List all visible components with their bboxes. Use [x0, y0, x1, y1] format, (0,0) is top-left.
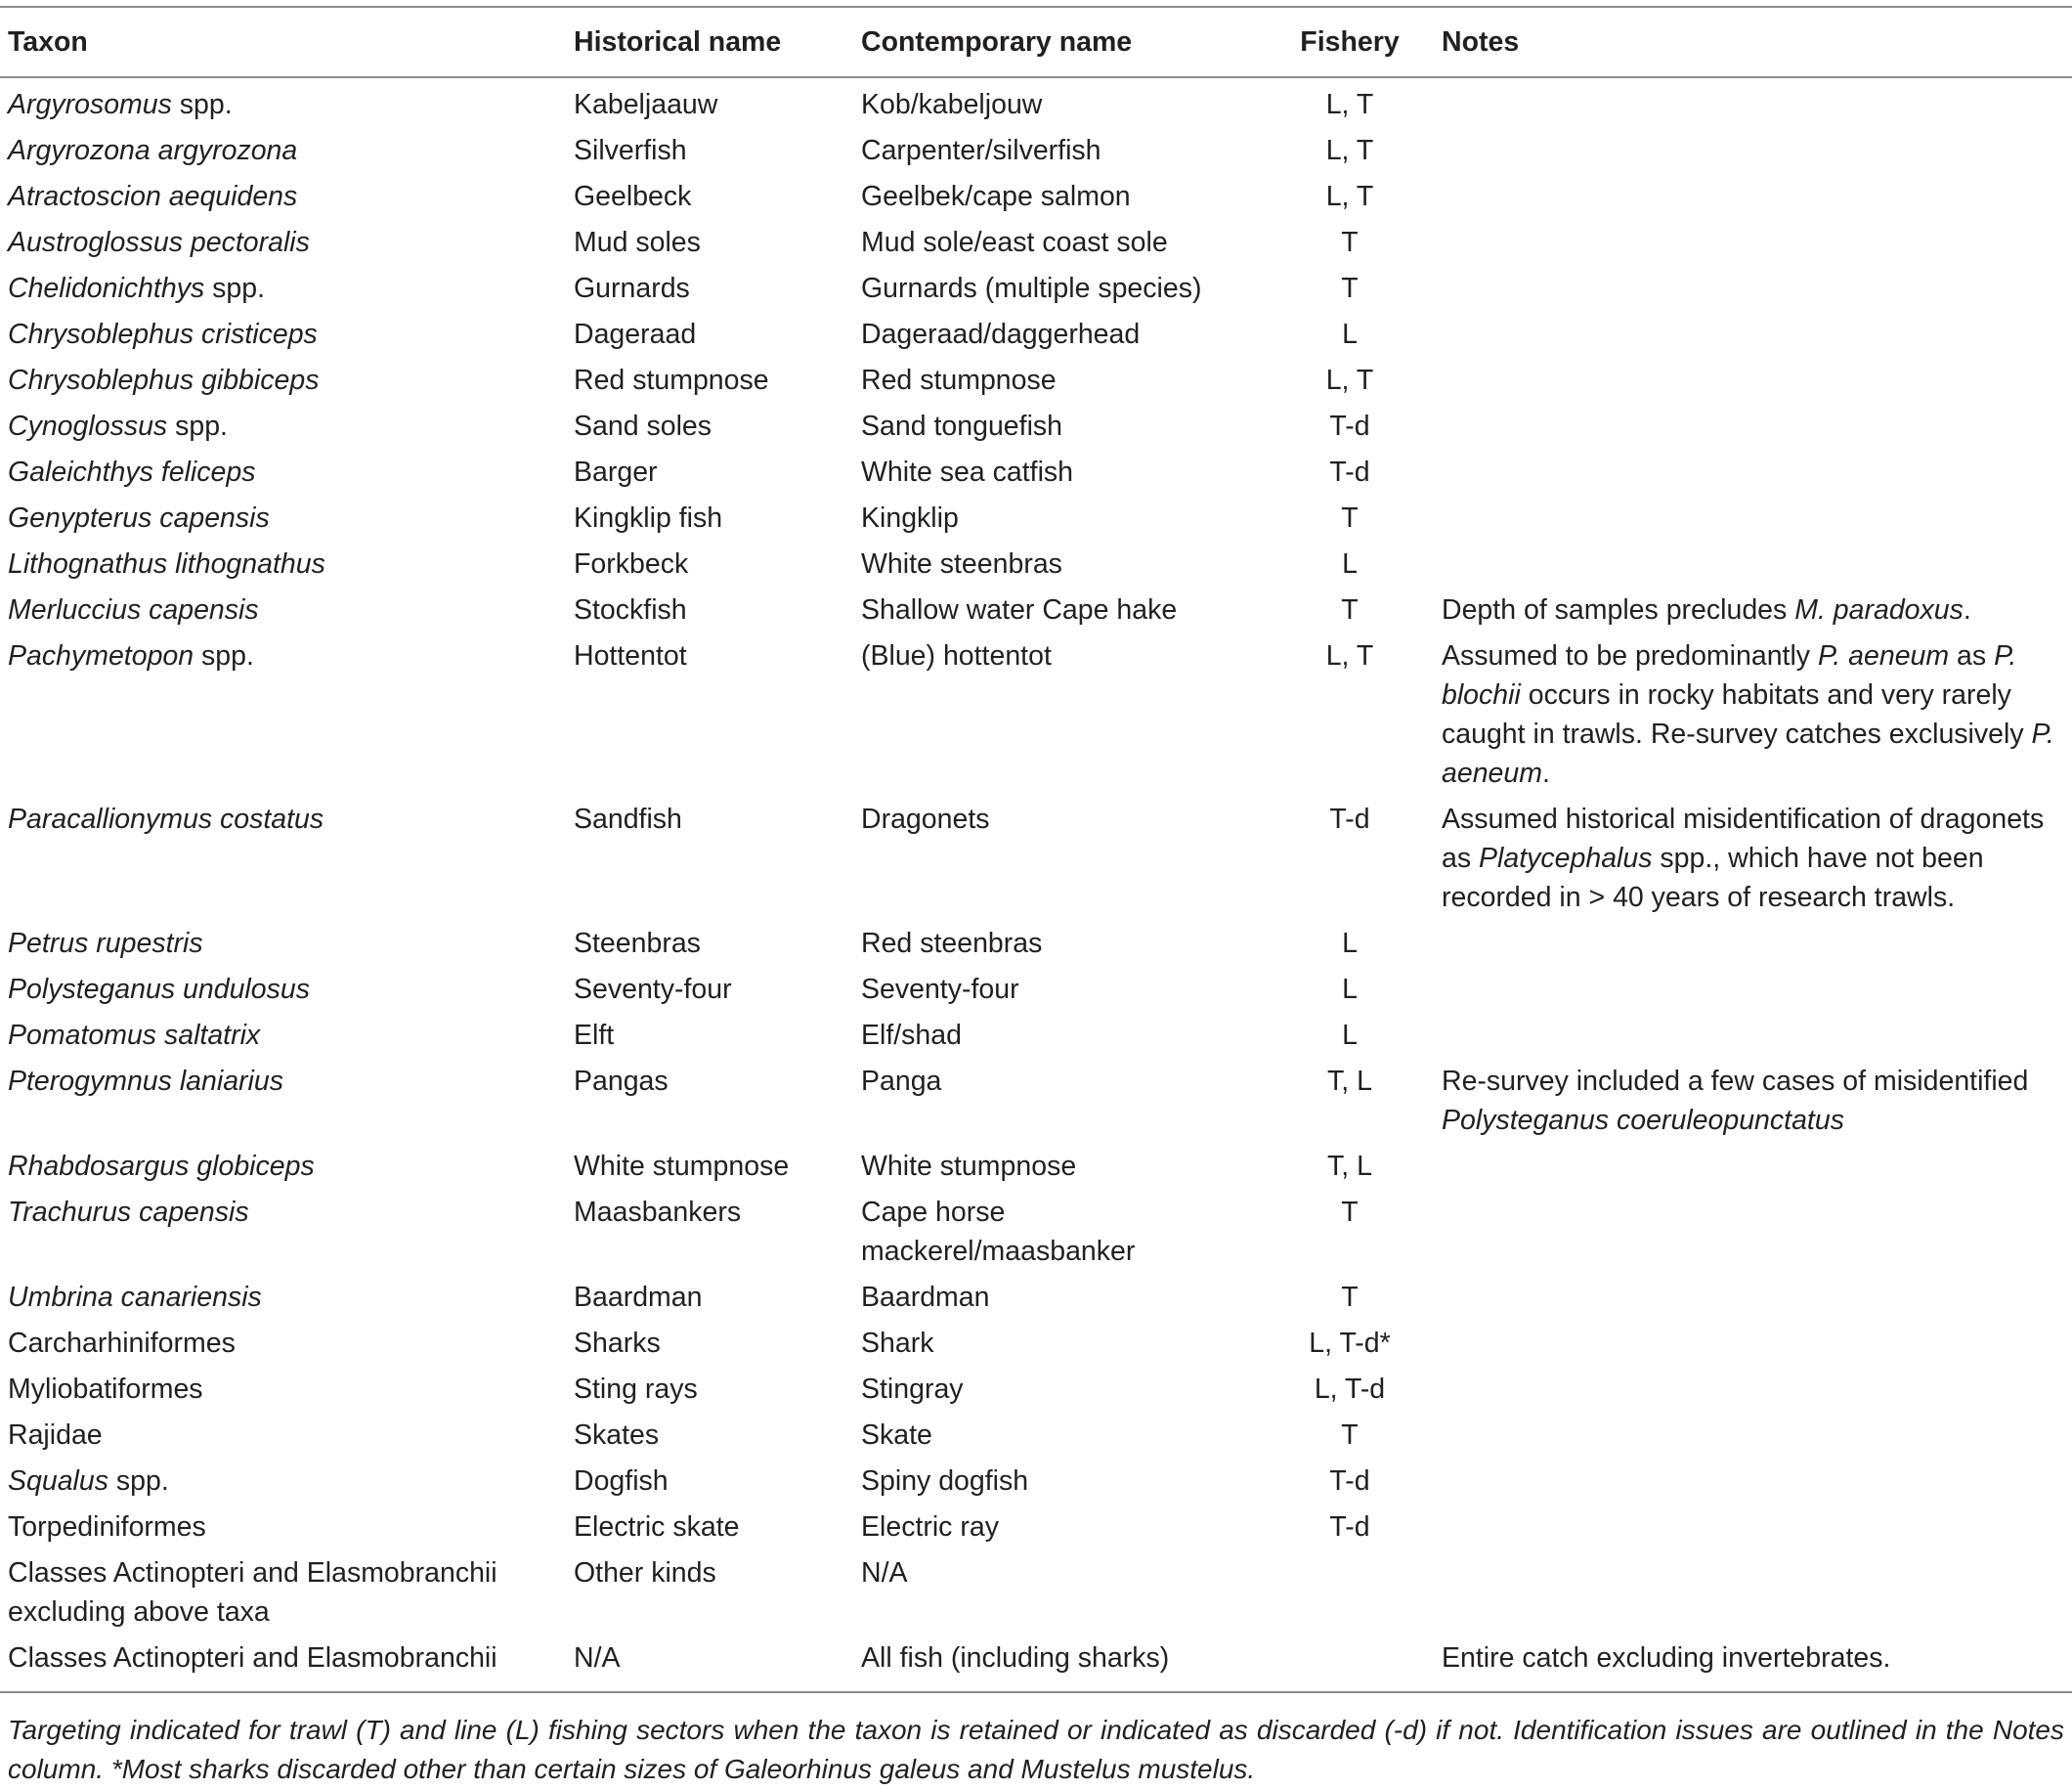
cell-historical-name: Sand soles: [574, 411, 712, 442]
italic-text: Austroglossus pectoralis: [8, 227, 310, 258]
cell-historical-name: Skates: [574, 1419, 660, 1451]
cell-taxon: [0, 223, 566, 269]
table-row: [0, 1416, 2072, 1462]
cell-historical-name: Seventy-four: [574, 974, 732, 1005]
cell-taxon: [0, 407, 566, 453]
cell-fishery: T: [1341, 1197, 1359, 1228]
italic-text: Lithognathus lithognathus: [8, 548, 325, 580]
cell-notes: [1434, 407, 2072, 453]
italic-text: Polysteganus undulosus: [8, 974, 310, 1005]
cell-notes: [1434, 499, 2072, 545]
text: occurs in rocky habitats and very rarely caught in trawls. Re-survey catches exclusively: [1442, 679, 2032, 750]
italic-text: Argyrosomus: [8, 89, 172, 120]
cell-notes: [1434, 1324, 2072, 1370]
cell-contemporary-name: White sea catfish: [861, 457, 1074, 488]
cell-taxon: [0, 177, 566, 223]
text: spp.: [108, 1465, 169, 1497]
cell-taxon: [0, 800, 566, 924]
cell-notes: [1434, 1416, 2072, 1462]
text: Entire catch excluding invertebrates.: [1442, 1642, 1891, 1674]
cell-historical-name: Sharks: [574, 1328, 661, 1359]
cell-contemporary-name: Skate: [861, 1419, 932, 1451]
cell-fishery: L, T-d: [1314, 1374, 1386, 1405]
header-fishery: Fishery: [1300, 26, 1400, 58]
cell-fishery: T: [1341, 1419, 1359, 1451]
cell-notes: [1434, 1062, 2072, 1147]
cell-fishery: L: [1342, 928, 1358, 959]
cell-fishery: T: [1341, 1282, 1359, 1313]
table-row: [0, 1507, 2072, 1553]
cell-taxon: [0, 499, 566, 545]
italic-text: Chrysoblephus cristiceps: [8, 319, 318, 350]
cell-notes: [1434, 545, 2072, 590]
text: spp.: [194, 640, 254, 672]
cell-contemporary-name: N/A: [861, 1557, 908, 1589]
header-contemporary-name: Contemporary name: [861, 26, 1133, 58]
italic-text: Chrysoblephus gibbiceps: [8, 365, 320, 396]
cell-historical-name: Pangas: [574, 1066, 669, 1097]
header-notes: Notes: [1442, 26, 1520, 58]
cell-fishery: L, T: [1325, 135, 1374, 166]
cell-notes: [1434, 1147, 2072, 1193]
cell-historical-name: Hottentot: [574, 640, 687, 672]
table-row: [0, 1278, 2072, 1324]
cell-notes: [1434, 1638, 2072, 1692]
cell-fishery: T: [1341, 594, 1359, 626]
cell-historical-name: Barger: [574, 457, 658, 488]
cell-contemporary-name: Geelbek/cape salmon: [861, 181, 1131, 212]
cell-notes: [1434, 1553, 2072, 1638]
cell-contemporary-name: Mud sole/east coast sole: [861, 227, 1168, 258]
cell-notes: [1434, 177, 2072, 223]
italic-text: Genypterus capensis: [8, 502, 270, 534]
italic-text: Rhabdosargus globiceps: [8, 1151, 315, 1182]
cell-fishery: T: [1341, 273, 1359, 304]
cell-notes: [1434, 315, 2072, 361]
cell-historical-name: Dogfish: [574, 1465, 669, 1497]
cell-taxon: [0, 1553, 566, 1638]
cell-fishery: T-d: [1329, 1511, 1370, 1543]
text: .: [1963, 594, 1971, 626]
cell-contemporary-name: Shallow water Cape hake: [861, 594, 1178, 626]
table-body: [0, 77, 2072, 1692]
cell-historical-name: Dageraad: [574, 319, 697, 350]
cell-notes: [1434, 131, 2072, 177]
cell-historical-name: Sandfish: [574, 804, 682, 835]
table-row: [0, 545, 2072, 590]
cell-taxon: [0, 1370, 566, 1416]
text: as: [1949, 640, 1995, 672]
italic-text: P. aeneum: [1442, 719, 2054, 789]
cell-notes: [1434, 970, 2072, 1016]
cell-contemporary-name: Cape horse mackerel/maasbanker: [861, 1197, 1136, 1267]
cell-taxon: [0, 453, 566, 499]
text: Rajidae: [8, 1419, 103, 1451]
italic-text: Pterogymnus laniarius: [8, 1066, 283, 1097]
cell-fishery: L: [1342, 974, 1358, 1005]
cell-taxon: [0, 1147, 566, 1193]
cell-historical-name: Steenbras: [574, 928, 701, 959]
cell-fishery: L, T: [1325, 365, 1374, 396]
cell-taxon: [0, 1016, 566, 1062]
cell-taxon: [0, 590, 566, 636]
cell-historical-name: Geelbeck: [574, 181, 692, 212]
cell-contemporary-name: Dageraad/daggerhead: [861, 319, 1141, 350]
header-historical-name: Historical name: [574, 26, 782, 58]
cell-fishery: L: [1342, 1020, 1358, 1051]
cell-contemporary-name: Sand tonguefish: [861, 411, 1062, 442]
cell-fishery: L, T: [1325, 181, 1374, 212]
text: spp., which have not been recorded in > 40 years of research trawls.: [1442, 843, 1984, 913]
table-row: [0, 177, 2072, 223]
table-row: [0, 1553, 2072, 1638]
cell-historical-name: Baardman: [574, 1282, 703, 1313]
cell-notes: [1434, 800, 2072, 924]
text: Depth of samples precludes: [1442, 594, 1795, 626]
italic-text: Platycephalus: [1479, 843, 1653, 874]
cell-fishery: T: [1341, 502, 1359, 534]
italic-text: Polysteganus coeruleopunctatus: [1442, 1105, 1844, 1136]
cell-fishery: T-d: [1329, 1465, 1370, 1497]
cell-notes: [1434, 924, 2072, 970]
cell-taxon: [0, 77, 566, 131]
text: Classes Actinopteri and Elasmobranchii: [8, 1642, 497, 1674]
table-row: [0, 1638, 2072, 1692]
text: Assumed to be predominantly: [1442, 640, 1818, 672]
text: Re-survey included a few cases of misidentified: [1442, 1066, 2029, 1097]
cell-fishery: L, T-d*: [1309, 1328, 1391, 1359]
table-row: [0, 361, 2072, 407]
cell-fishery: L, T: [1325, 89, 1374, 120]
text: spp.: [167, 411, 228, 442]
cell-contemporary-name: Panga: [861, 1066, 942, 1097]
cell-taxon: [0, 924, 566, 970]
table-row: [0, 1193, 2072, 1278]
table-row: [0, 77, 2072, 131]
cell-taxon: [0, 1462, 566, 1507]
cell-historical-name: Maasbankers: [574, 1197, 742, 1228]
table-row: [0, 1324, 2072, 1370]
table-row: [0, 1370, 2072, 1416]
text: Assumed historical misidentification of dragonets as: [1442, 804, 2045, 874]
text: Carcharhiniformes: [8, 1328, 236, 1359]
italic-text: Cynoglossus: [8, 411, 168, 442]
taxa-table: [0, 6, 2072, 1693]
text: spp.: [204, 273, 265, 304]
table-row: [0, 453, 2072, 499]
text: Classes Actinopteri and Elasmobranchii excluding above taxa: [8, 1557, 497, 1628]
cell-fishery: T, L: [1327, 1066, 1372, 1097]
table-row: [0, 407, 2072, 453]
cell-fishery: T-d: [1329, 457, 1370, 488]
text: Torpediniformes: [8, 1511, 206, 1543]
cell-taxon: [0, 131, 566, 177]
cell-contemporary-name: Electric ray: [861, 1511, 999, 1543]
cell-notes: [1434, 77, 2072, 131]
cell-contemporary-name: All fish (including sharks): [861, 1642, 1170, 1674]
text: Myliobatiformes: [8, 1374, 203, 1405]
cell-notes: [1434, 590, 2072, 636]
cell-fishery: [1266, 1553, 1434, 1638]
cell-contemporary-name: Carpenter/silverfish: [861, 135, 1101, 166]
cell-contemporary-name: Red steenbras: [861, 928, 1043, 959]
cell-notes: [1434, 1193, 2072, 1278]
cell-contemporary-name: White steenbras: [861, 548, 1062, 580]
table-row: [0, 499, 2072, 545]
cell-notes: [1434, 636, 2072, 800]
table-row: [0, 1147, 2072, 1193]
cell-taxon: [0, 315, 566, 361]
table-row: [0, 315, 2072, 361]
cell-taxon: [0, 1507, 566, 1553]
cell-taxon: [0, 1638, 566, 1692]
header-taxon: Taxon: [8, 26, 88, 58]
cell-fishery: T: [1341, 227, 1359, 258]
table-caption: Targeting indicated for trawl (T) and line (L) fishing sectors when the taxon is retained or indicated as discarded (-d) if not. Identification issues are outlined in the Notes column. *Most sharks discarded other than certain sizes of Galeorhinus galeus and Mustelus mustelus.: [8, 1715, 2064, 1784]
italic-text: Paracallionymus costatus: [8, 804, 324, 835]
cell-notes: [1434, 269, 2072, 315]
italic-text: P. aeneum: [1817, 640, 1950, 672]
table-row: [0, 1016, 2072, 1062]
cell-notes: [1434, 453, 2072, 499]
italic-text: Squalus: [8, 1465, 108, 1497]
table-row: [0, 924, 2072, 970]
cell-historical-name: Kabeljaauw: [574, 89, 718, 120]
cell-taxon: [0, 269, 566, 315]
cell-taxon: [0, 1324, 566, 1370]
cell-fishery: T-d: [1329, 411, 1370, 442]
table-row: [0, 269, 2072, 315]
table-row: [0, 636, 2072, 800]
italic-text: Trachurus capensis: [8, 1197, 249, 1228]
cell-notes: [1434, 1278, 2072, 1324]
cell-notes: [1434, 361, 2072, 407]
cell-taxon: [0, 970, 566, 1016]
cell-contemporary-name: Stingray: [861, 1374, 964, 1405]
cell-contemporary-name: Kob/kabeljouw: [861, 89, 1043, 120]
cell-contemporary-name: Elf/shad: [861, 1020, 962, 1051]
italic-text: Petrus rupestris: [8, 928, 203, 959]
cell-historical-name: N/A: [574, 1642, 621, 1674]
text: spp.: [171, 89, 233, 120]
cell-taxon: [0, 1193, 566, 1278]
cell-fishery: L, T: [1325, 640, 1374, 672]
cell-contemporary-name: Gurnards (multiple species): [861, 273, 1202, 304]
italic-text: Pachymetopon: [8, 640, 194, 672]
cell-taxon: [0, 545, 566, 590]
table-row: [0, 223, 2072, 269]
table-row: [0, 800, 2072, 924]
cell-contemporary-name: Shark: [861, 1328, 934, 1359]
cell-contemporary-name: Kingklip: [861, 502, 959, 534]
header-row: [0, 7, 2072, 77]
italic-text: Chelidonichthys: [8, 273, 205, 304]
cell-historical-name: Red stumpnose: [574, 365, 769, 396]
table-row: [0, 970, 2072, 1016]
cell-notes: [1434, 1016, 2072, 1062]
table-row: [0, 1462, 2072, 1507]
cell-historical-name: Elft: [574, 1020, 615, 1051]
cell-contemporary-name: Baardman: [861, 1282, 990, 1313]
cell-taxon: [0, 1416, 566, 1462]
cell-historical-name: Silverfish: [574, 135, 687, 166]
italic-text: P. blochii: [1442, 640, 2017, 711]
cell-historical-name: Other kinds: [574, 1557, 716, 1589]
cell-fishery: [1266, 1638, 1434, 1692]
table-row: [0, 1062, 2072, 1147]
cell-contemporary-name: Dragonets: [861, 804, 990, 835]
cell-historical-name: Stockfish: [574, 594, 687, 626]
cell-contemporary-name: (Blue) hottentot: [861, 640, 1052, 672]
cell-taxon: [0, 636, 566, 800]
cell-taxon: [0, 1062, 566, 1147]
cell-taxon: [0, 361, 566, 407]
cell-historical-name: Kingklip fish: [574, 502, 723, 534]
cell-historical-name: Forkbeck: [574, 548, 689, 580]
table-row: [0, 590, 2072, 636]
cell-notes: [1434, 1462, 2072, 1507]
cell-fishery: L: [1342, 319, 1358, 350]
italic-text: Pomatomus saltatrix: [8, 1020, 261, 1051]
cell-notes: [1434, 1507, 2072, 1553]
text: .: [1542, 758, 1550, 789]
cell-fishery: T-d: [1329, 804, 1370, 835]
italic-text: Atractoscion aequidens: [8, 181, 298, 212]
cell-contemporary-name: Red stumpnose: [861, 365, 1057, 396]
cell-fishery: T, L: [1327, 1151, 1372, 1182]
cell-historical-name: Sting rays: [574, 1374, 698, 1405]
cell-notes: [1434, 223, 2072, 269]
cell-contemporary-name: Spiny dogfish: [861, 1465, 1029, 1497]
italic-text: Merluccius capensis: [8, 594, 259, 626]
cell-historical-name: Electric skate: [574, 1511, 740, 1543]
table-header: [0, 7, 2072, 77]
cell-taxon: [0, 1278, 566, 1324]
cell-historical-name: Gurnards: [574, 273, 690, 304]
cell-historical-name: White stumpnose: [574, 1151, 790, 1182]
table-row: [0, 131, 2072, 177]
cell-contemporary-name: White stumpnose: [861, 1151, 1077, 1182]
cell-fishery: L: [1342, 548, 1358, 580]
cell-notes: [1434, 1370, 2072, 1416]
italic-text: Galeichthys feliceps: [8, 457, 256, 488]
cell-contemporary-name: Seventy-four: [861, 974, 1019, 1005]
italic-text: Umbrina canariensis: [8, 1282, 262, 1313]
italic-text: M. paradoxus: [1794, 594, 1964, 626]
cell-historical-name: Mud soles: [574, 227, 701, 258]
italic-text: Argyrozona argyrozona: [8, 135, 298, 166]
